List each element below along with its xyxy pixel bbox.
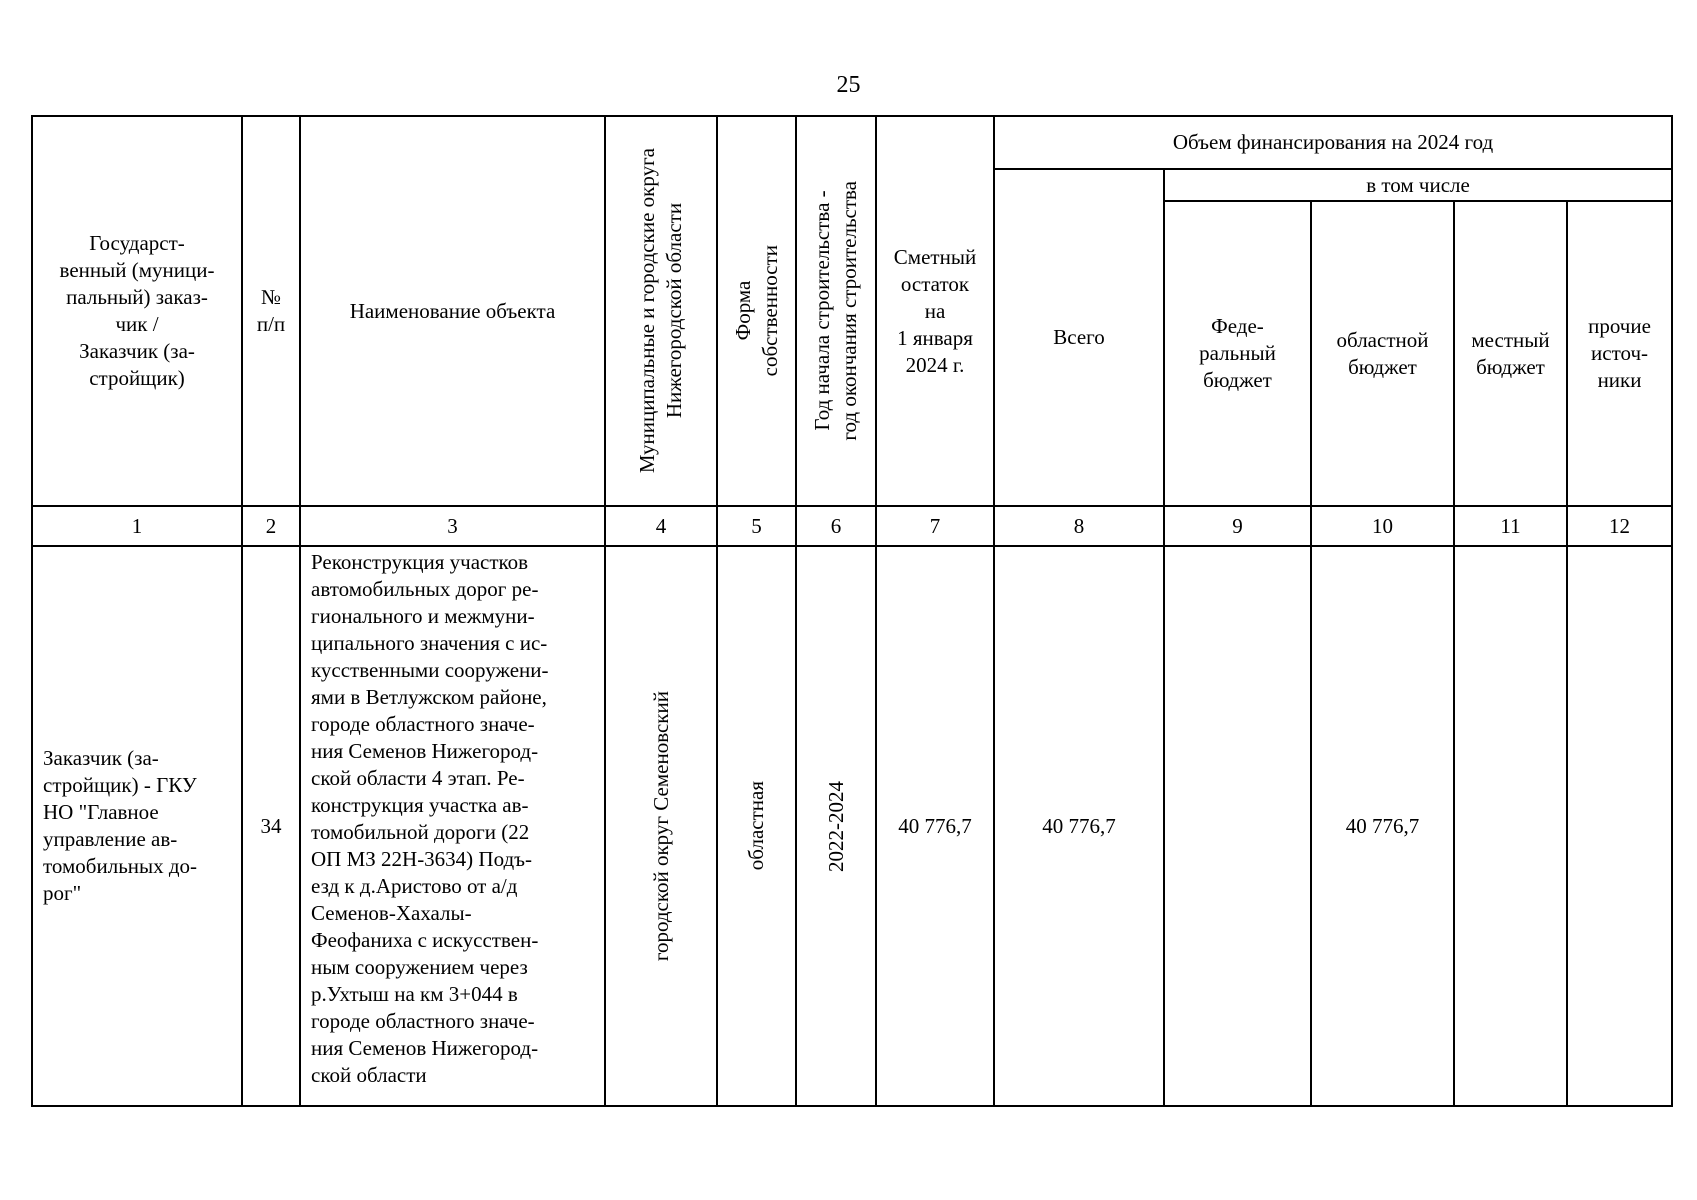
page-number: 25 — [836, 72, 861, 98]
column-number: 12 — [1567, 506, 1672, 546]
column-number: 6 — [796, 506, 876, 546]
financing-table — [31, 115, 1673, 1107]
header-object-name: Наименование объекта — [300, 116, 605, 506]
header-estimate: Сметный остаток на 1 января 2024 г. — [876, 116, 994, 506]
column-number: 10 — [1311, 506, 1454, 546]
row-number: 34 — [242, 546, 300, 1106]
column-number: 4 — [605, 506, 717, 546]
header-customer: Государст- венный (муници- пальный) заказ- чик / Заказчик (за- стройщик) — [32, 116, 242, 506]
column-number: 2 — [242, 506, 300, 546]
table-row — [32, 546, 1672, 1106]
row-estimate: 40 776,7 — [876, 546, 994, 1106]
header-number: № п/п — [242, 116, 300, 506]
column-number: 3 — [300, 506, 605, 546]
header-regional: областной бюджет — [1311, 201, 1454, 506]
header-years-text: Год начала строительства - год окончания строительства — [810, 181, 861, 441]
row-years-text: 2022-2024 — [823, 780, 848, 872]
header-ownership-text: Форма собственности — [730, 245, 782, 377]
header-financing-group: Объем финансирования на 2024 год — [994, 116, 1672, 169]
row-customer: Заказчик (за- стройщик) - ГКУ НО "Главное управление ав- томобильных до- рог" — [32, 546, 242, 1106]
row-object-name: Реконструкция участков автомобильных дорог ре- гионального и межмуни- ципального значения с ис- кусственными сооружени- ями в Ветлужском районе, городе областного значе- ния Семенов Нижегород- ской области 4 этап. Ре- конструкция участка ав- томобильной дороги (22 ОП МЗ 22Н-3634) Подъ- езд к д.Аристово от а/д Семенов-Хахалы- Феофаниха с искусствен- ным сооружением через р.Ухтыш на км 3+044 в городе областного значе- ния Семенов Нижегород- ской области — [300, 546, 605, 1106]
row-ownership — [717, 546, 796, 1106]
row-federal — [1164, 546, 1311, 1106]
header-row-1 — [32, 116, 1672, 169]
row-total: 40 776,7 — [994, 546, 1164, 1106]
header-local: местный бюджет — [1454, 201, 1567, 506]
header-federal: Феде- ральный бюджет — [1164, 201, 1311, 506]
row-local — [1454, 546, 1567, 1106]
column-numbers-row — [32, 506, 1672, 546]
column-number: 7 — [876, 506, 994, 546]
row-regional: 40 776,7 — [1311, 546, 1454, 1106]
header-other: прочие источ- ники — [1567, 201, 1672, 506]
row-years — [796, 546, 876, 1106]
column-number: 8 — [994, 506, 1164, 546]
row-district-text: городской округ Семеновский — [648, 690, 673, 962]
header-including-group: в том числе — [1164, 169, 1672, 201]
header-years — [796, 116, 876, 506]
row-district — [605, 546, 717, 1106]
header-ownership — [717, 116, 796, 506]
header-total: Всего — [994, 169, 1164, 506]
row-other — [1567, 546, 1672, 1106]
column-number: 1 — [32, 506, 242, 546]
column-number: 9 — [1164, 506, 1311, 546]
column-number: 5 — [717, 506, 796, 546]
header-districts-text: Муниципальные и городские округа Нижегородской области — [635, 148, 686, 474]
header-districts — [605, 116, 717, 506]
row-ownership-text: областная — [744, 781, 768, 871]
column-number: 11 — [1454, 506, 1567, 546]
